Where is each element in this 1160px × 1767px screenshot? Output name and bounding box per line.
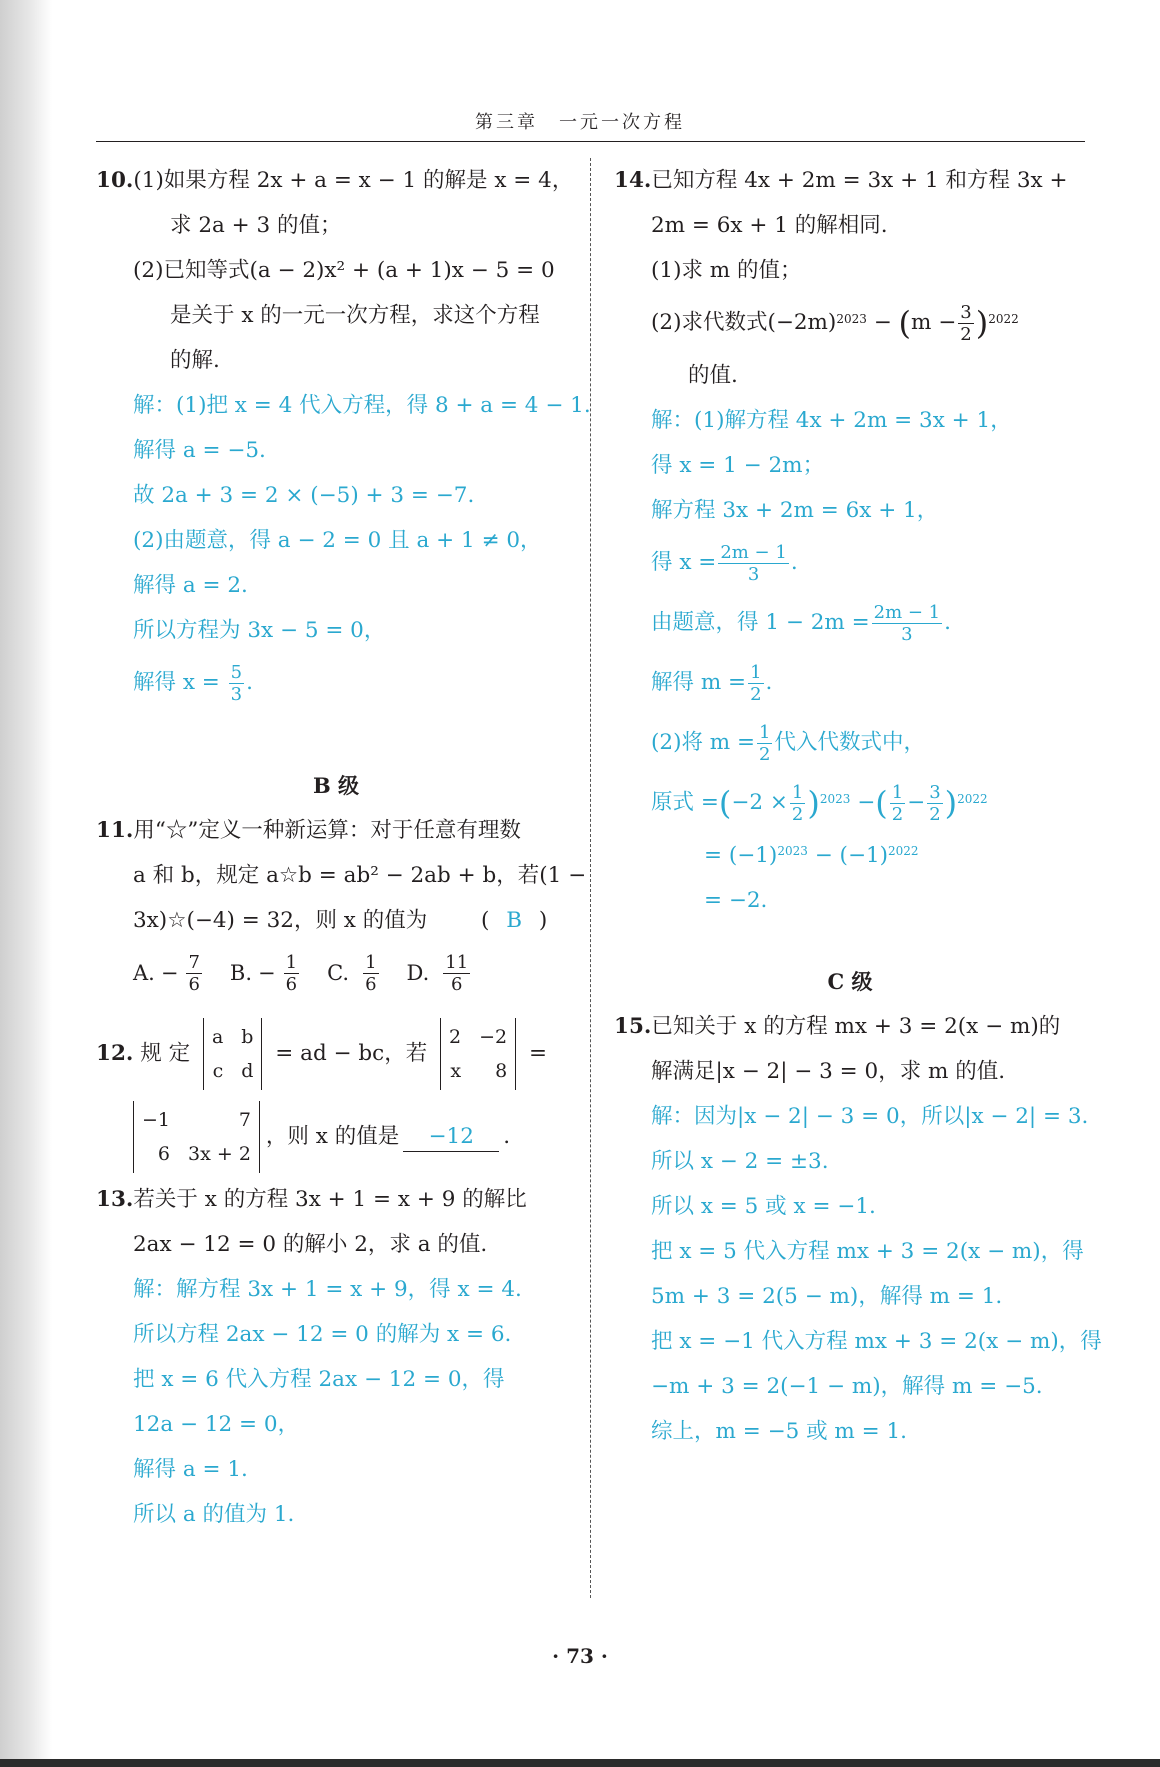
q13-number: 13. <box>96 1187 134 1212</box>
q14-ans9-exp1: 2023 <box>777 844 808 858</box>
page-number: · 73 · <box>552 1644 608 1668</box>
q10-ans7-num: 5 <box>230 661 243 683</box>
q14-ans5-fraction <box>872 602 943 645</box>
det-cell: −2 <box>479 1026 508 1048</box>
q14-answer-2: 得 x = 1 − 2m； <box>651 453 825 478</box>
q11-paren-open: ( <box>480 908 490 933</box>
q15-answer-6: 把 x = −1 代入方程 mx + 3 = 2(x − m)，得 <box>651 1329 1102 1354</box>
option-fraction <box>284 952 299 995</box>
q10-p1-line2: 求 2a + 3 的值； <box>170 213 342 238</box>
q10-answer-7 <box>96 653 576 713</box>
level-b-heading: B 级 <box>312 773 360 798</box>
q10-p1-line1: (1)如果方程 2x + a = x − 1 的解是 x = 4， <box>133 168 574 193</box>
q14-line1: 已知方程 4x + 2m = 3x + 1 和方程 3x + <box>651 168 1068 193</box>
right-column <box>614 158 1102 1454</box>
q13-answer-3: 把 x = 6 代入方程 2ax − 12 = 0，得 <box>133 1367 505 1392</box>
q13-answer-6: 所以 a 的值为 1. <box>133 1502 295 1527</box>
q14-ans8-minus2: − <box>907 790 926 815</box>
q14-number: 14. <box>614 168 652 193</box>
q14-ans8-den3: 2 <box>929 803 941 825</box>
q14-ans4-fraction <box>718 542 789 585</box>
q10-answer-4: (2)由题意，得 a − 2 = 0 且 a + 1 ≠ 0， <box>133 528 542 553</box>
q10-ans7-suffix: . <box>246 670 253 695</box>
q14-p2-exp2: 2022 <box>988 312 1019 326</box>
q14-answer-3: 解方程 3x + 2m = 6x + 1， <box>651 498 939 523</box>
q12-determinant-2 <box>440 1018 516 1090</box>
q15-answer-1: 解：因为|x − 2| − 3 = 0，所以|x − 2| = 3. <box>651 1104 1089 1129</box>
header-rule <box>96 141 1085 142</box>
option-label: B. <box>229 961 253 985</box>
q14-p2-den: 2 <box>960 323 972 345</box>
q14-ans6-prefix: 解得 m = <box>651 670 747 695</box>
q14-line2: 2m = 6x + 1 的解相同. <box>651 213 888 238</box>
q14-ans8-minus: − <box>857 790 876 815</box>
q14-answer-8: 原式 =(−2 × $\frac{1}{2}$ )$^{2023}$ −( $\frac{1}{2}$ − $\frac{3}{2}$ )$^{2022}$ <box>651 781 988 825</box>
q12-text1: 规 定 <box>140 1041 191 1066</box>
q15-answer-3: 所以 x = 5 或 x = −1. <box>651 1194 876 1219</box>
q14-part1: (1)求 m 的值； <box>651 258 802 283</box>
left-column <box>96 158 591 1537</box>
option-sign: − <box>258 961 276 985</box>
q12-determinant-1 <box>203 1018 263 1090</box>
column-divider <box>590 158 591 1598</box>
q14-ans7-num: 1 <box>759 721 771 743</box>
q13-answer-1: 解：解方程 3x + 1 = x + 9，得 x = 4. <box>133 1277 522 1302</box>
option-fraction <box>443 952 470 995</box>
q14-answer-4 <box>614 533 1086 593</box>
q14-ans4-num: 2m − 1 <box>720 541 787 563</box>
q11-option-d <box>407 943 473 1003</box>
q14-part2: (2)求代数式$(-2m)^{2023} - (m$ − $\frac{3}{2}$ )$^{2022}$ <box>651 301 1019 345</box>
q14-p2-mid: − <box>866 310 899 335</box>
q14-p2-inner: m − <box>911 310 957 335</box>
q14-p2-exp1: 2023 <box>836 312 867 326</box>
q14-answer-9 <box>614 833 1086 878</box>
q15-answer-4: 把 x = 5 代入方程 mx + 3 = 2(x − m)，得 <box>651 1239 1084 1264</box>
det-cell: c <box>212 1060 224 1082</box>
q14-answer-1: 解：(1)解方程 4x + 2m = 3x + 1， <box>651 408 1012 433</box>
q14-ans9-b: − (−1) <box>807 843 889 868</box>
option-fraction <box>186 952 201 995</box>
q11-line2: a 和 b，规定 a☆b = ab² − 2ab + b，若(1 − <box>133 863 587 888</box>
option-num: 1 <box>285 951 298 973</box>
q10-p2-line2: 是关于 x 的一元一次方程，求这个方程 <box>170 303 540 328</box>
q10-number: 10. <box>96 168 134 193</box>
q14-ans5-num: 2m − 1 <box>873 601 941 623</box>
q15-line1: 已知关于 x 的方程 mx + 3 = 2(x − m)的 <box>651 1014 1061 1039</box>
q14-ans8-exp1: 2023 <box>819 792 851 806</box>
option-den: 6 <box>285 973 298 995</box>
q14-ans8-num2: 1 <box>891 781 904 803</box>
q13-answer-4: 12a − 12 = 0， <box>133 1412 300 1437</box>
q11-answer: B <box>506 908 523 933</box>
q14-answer-5 <box>614 593 1086 653</box>
q15-answer-8: 综上，m = −5 或 m = 1. <box>651 1419 908 1444</box>
q13-line2: 2ax − 12 = 0 的解小 2，求 a 的值. <box>133 1232 488 1257</box>
option-fraction <box>363 952 378 995</box>
q14-ans9-exp2: 2022 <box>888 844 919 858</box>
q14-ans6-fraction <box>748 662 763 705</box>
question-10 <box>96 158 591 713</box>
q11-paren-close: ) <box>538 908 548 933</box>
q14-ans8-num1: 1 <box>791 781 804 803</box>
det-cell: x <box>450 1060 462 1082</box>
option-label: C. <box>327 961 350 985</box>
det-cell: −1 <box>142 1109 171 1131</box>
q12-determinant-3 <box>133 1101 260 1173</box>
q12-answer-blank: −12 <box>403 1123 499 1152</box>
question-11 <box>96 808 587 1003</box>
q15-answer-2: 所以 x − 2 = ±3. <box>651 1149 829 1174</box>
q11-option-c <box>327 943 380 1003</box>
bottom-bar <box>0 1759 1160 1767</box>
q11-options <box>96 943 576 1003</box>
option-num: 7 <box>188 951 200 973</box>
q11-line1: 用“☆”定义一种新运算：对于任意有理数 <box>133 818 521 843</box>
q14-ans8-den1: 2 <box>791 803 804 825</box>
q14-p2-fraction <box>958 302 973 345</box>
q10-answer-1: 解：(1)把 x = 4 代入方程，得 8 + a = 4 − 1. <box>133 393 591 418</box>
option-num: 1 <box>365 951 377 973</box>
question-14 <box>614 158 1086 923</box>
det-cell: 7 <box>238 1109 251 1131</box>
q15-line2: 解满足|x − 2| − 3 = 0，求 m 的值. <box>651 1059 1006 1084</box>
q11-option-a <box>133 943 204 1003</box>
question-13 <box>96 1177 576 1537</box>
q14-ans8-num3: 3 <box>929 781 941 803</box>
q10-ans7-fraction <box>229 662 244 705</box>
q14-ans8-frac3 <box>927 782 942 825</box>
q10-answer-6: 所以方程为 3x − 5 = 0， <box>133 618 386 643</box>
q14-ans5-prefix: 由题意，得 1 − 2m = <box>651 610 870 635</box>
q10-ans7-prefix: 解得 x = <box>133 670 220 695</box>
q11-option-b <box>230 943 301 1003</box>
q10-answer-5: 解得 a = 2. <box>133 573 248 598</box>
q10-answer-2: 解得 a = −5. <box>133 438 266 463</box>
q14-p2-prefix: (2)求代数式(−2m) <box>651 310 837 335</box>
q14-ans5-suffix: . <box>944 610 951 635</box>
q14-ans8-a: −2 × <box>731 790 788 815</box>
q14-ans8-frac1 <box>790 782 805 825</box>
q15-number: 15. <box>614 1014 652 1039</box>
q15-answer-7: −m + 3 = 2(−1 − m)，解得 m = −5. <box>651 1374 1043 1399</box>
q10-answer-3: 故 2a + 3 = 2 × (−5) + 3 = −7. <box>133 483 475 508</box>
option-label: D. <box>406 961 430 985</box>
q11-line3 <box>96 898 576 943</box>
question-12 <box>96 1011 576 1177</box>
det-cell: d <box>241 1060 254 1082</box>
q12-text5: . <box>503 1124 511 1149</box>
q11-number: 11. <box>96 818 134 843</box>
q14-part2-line2: 的值. <box>688 363 738 388</box>
q14-ans8-frac2 <box>890 782 905 825</box>
q14-ans4-prefix: 得 x = <box>651 550 717 575</box>
q10-p2-line3: 的解. <box>170 348 220 373</box>
det-cell: 3x + 2 <box>188 1143 251 1165</box>
q14-ans7-prefix: (2)将 m = <box>651 730 756 755</box>
level-c-heading: C 级 <box>827 969 873 994</box>
option-den: 6 <box>451 973 463 995</box>
q14-ans6-suffix: . <box>765 670 773 695</box>
q14-ans4-den: 3 <box>747 563 760 585</box>
q10-p2-line1: (2)已知等式(a − 2)x² + (a + 1)x − 5 = 0 <box>133 258 555 283</box>
q14-ans5-den: 3 <box>901 623 913 645</box>
option-label: A. <box>133 961 155 985</box>
q13-answer-5: 解得 a = 1. <box>133 1457 248 1482</box>
q12-text4: ，则 x 的值是 <box>265 1124 400 1149</box>
q14-ans7-fraction <box>757 722 772 765</box>
page-edge-shadow <box>0 0 52 1767</box>
q14-p2-num: 3 <box>960 301 972 323</box>
option-num: 11 <box>445 951 469 973</box>
q14-ans8-den2: 2 <box>891 803 904 825</box>
q14-ans6-num: 1 <box>750 661 762 683</box>
q14-ans7-den: 2 <box>759 743 771 765</box>
q14-ans8-prefix: 原式 = <box>651 790 719 815</box>
det-cell: 6 <box>157 1143 171 1165</box>
option-den: 6 <box>365 973 377 995</box>
q11-line3-text: 3x)☆(−4) = 32，则 x 的值为 <box>133 908 428 933</box>
chapter-header: 第三章 一元一次方程 <box>475 112 685 133</box>
det-cell: a <box>211 1026 224 1048</box>
q14-answer-6 <box>614 653 1086 713</box>
q12-text3: = <box>529 1041 548 1066</box>
option-den: 6 <box>188 973 200 995</box>
q13-line1: 若关于 x 的方程 3x + 1 = x + 9 的解比 <box>133 1187 527 1212</box>
q14-ans4-suffix: . <box>790 550 798 575</box>
q10-ans7-den: 3 <box>230 683 243 705</box>
det-cell: 2 <box>449 1026 462 1048</box>
question-15 <box>614 1004 1102 1454</box>
q14-answer-7 <box>614 713 1086 773</box>
q14-ans7-suffix: 代入代数式中， <box>774 730 925 755</box>
q13-answer-2: 所以方程 2ax − 12 = 0 的解为 x = 6. <box>133 1322 512 1347</box>
q14-ans9-a: = (−1) <box>704 843 778 868</box>
det-cell: 8 <box>495 1060 508 1082</box>
q14-ans6-den: 2 <box>750 683 762 705</box>
q14-ans8-exp2: 2022 <box>957 792 988 806</box>
q15-answer-5: 5m + 3 = 2(5 − m)，解得 m = 1. <box>651 1284 1003 1309</box>
option-sign: − <box>160 961 179 985</box>
q12-number: 12. <box>96 1041 134 1066</box>
q12-text2: = ad − bc，若 <box>275 1041 428 1066</box>
q14-answer-10: = −2. <box>704 888 768 913</box>
det-cell: b <box>241 1026 254 1048</box>
